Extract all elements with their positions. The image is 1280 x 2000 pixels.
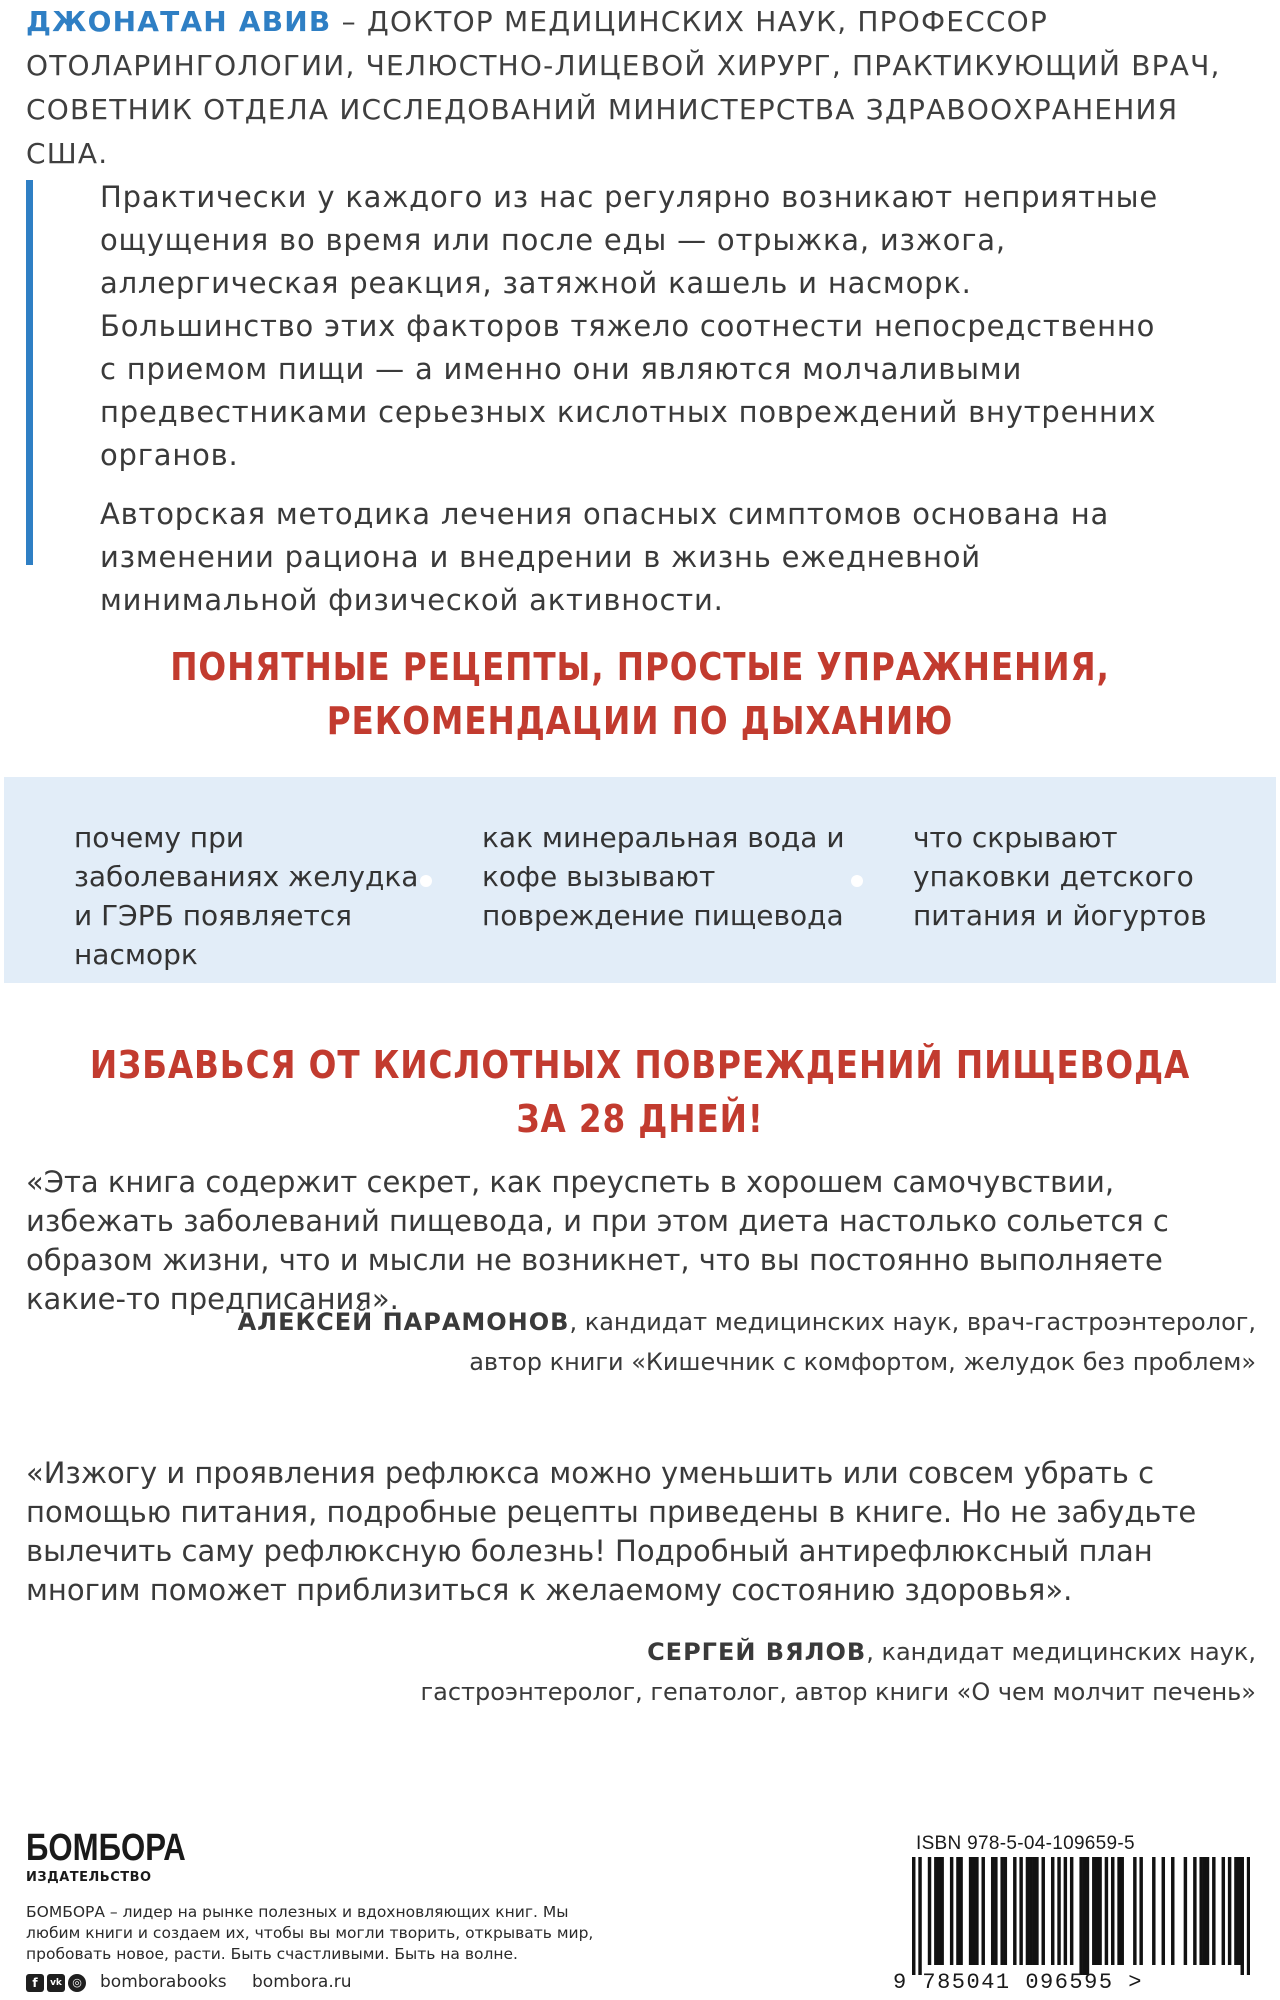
barcode-bar <box>975 1857 978 1965</box>
testimonial-role: , кандидат медицинских наук, врач-гастроэнтеролог, <box>569 1308 1256 1336</box>
barcode-bar <box>1203 1857 1206 1965</box>
testimonial-author: АЛЕКСЕЙ ПАРАМОНОВ <box>237 1308 570 1336</box>
barcode-bar <box>991 1857 994 1965</box>
barcode-digits: 9 785041 096595 > <box>893 1970 1143 1995</box>
description-paragraph-1: Практически у каждого из нас регулярно возникают неприятные ощущения во время или после еды — отрыжка, изжога, аллергическая реакция, затяжной кашель и насморк. Большинство этих факторов тяжело соотнести непосредственно с приемом пищи — а именно они являются молчаливыми предвестниками серьезных кислотных повреждений внутренних органов. <box>100 180 1158 472</box>
headline-28-days: ИЗБАВЬСЯ ОТ КИСЛОТНЫХ ПОВРЕЖДЕНИЙ ПИЩЕВОДА ЗА 28 ДНЕЙ! <box>89 1043 1191 1141</box>
social-icons <box>26 1973 86 1993</box>
barcode-bar <box>937 1857 940 1965</box>
accent-rule <box>26 180 33 565</box>
headline-recipes-line-2: РЕКОМЕНДАЦИИ ПО ДЫХАНИЮ <box>326 699 954 743</box>
instagram-icon[interactable]: ◎ <box>68 1974 86 1992</box>
barcode-bar <box>1086 1857 1089 1975</box>
barcode-bar <box>1105 1857 1108 1965</box>
barcode-bar <box>969 1857 972 1965</box>
barcode-bar <box>1057 1857 1060 1965</box>
barcode-bar <box>1098 1857 1101 1965</box>
barcode-bar <box>1092 1857 1095 1965</box>
publisher-logo: БОМБОРА <box>26 1827 186 1869</box>
testimonial-quote: «Изжогу и проявления рефлюкса можно уменьшить или совсем убрать с помощью питания, подробные рецепты приведены в книге. Но не забудьте вылечить саму рефлюксную болезнь! Подробный антирефлюксный план многим поможет приблизиться к желаемому состоянию здоровья». <box>26 1456 1197 1607</box>
barcode-bar <box>1152 1857 1155 1965</box>
barcode-bar <box>1212 1857 1215 1965</box>
barcode-bar <box>1111 1857 1114 1965</box>
barcode-bar <box>1026 1857 1029 1965</box>
barcode-bar <box>1083 1857 1086 1975</box>
barcode-bar <box>918 1857 921 1975</box>
testimonial-quote: «Эта книга содержит секрет, как преуспеть в хорошем самочувствии, избежать заболеваний пищевода, и при этом диета настолько сольется с образом жизни, что и мысли не возникнет, что вы постоянно выполняете какие-то предписания». <box>26 1165 1169 1316</box>
description-paragraph-2: Авторская методика лечения опасных симптомов основана на изменении рациона и внедрении в жизнь ежедневной минимальной физической активности. <box>100 497 1110 617</box>
author-bio <box>26 0 1256 176</box>
barcode-bar <box>934 1857 937 1965</box>
testimonial-book: гастроэнтеролог, гепатолог, автор книги «О чем молчит печень» <box>420 1678 1256 1706</box>
testimonial-role: , кандидат медицинских наук, <box>866 1638 1256 1666</box>
barcode-bar <box>1120 1857 1123 1965</box>
barcode <box>912 1857 1250 1975</box>
barcode-bar <box>1032 1857 1035 1965</box>
author-name: ДЖОНАТАН АВИВ <box>26 5 332 38</box>
bullet-dot-icon <box>420 875 432 887</box>
barcode-bar <box>1000 1857 1003 1965</box>
barcode-bar <box>1139 1857 1142 1965</box>
barcode-bar <box>1184 1857 1187 1965</box>
barcode-bar <box>1241 1857 1244 1975</box>
barcode-bar <box>1206 1857 1209 1965</box>
barcode-bar <box>1064 1857 1067 1965</box>
barcode-bar <box>1029 1857 1032 1965</box>
barcode-bar <box>1193 1857 1196 1965</box>
barcode-bar <box>1042 1857 1045 1965</box>
social-handle[interactable]: bomborabooks <box>100 1972 227 1992</box>
barcode-bar <box>1171 1857 1174 1965</box>
barcode-bar <box>950 1857 953 1965</box>
barcode-bar <box>1095 1857 1098 1965</box>
author-description: – ДОКТОР МЕДИЦИНСКИХ НАУК, ПРОФЕССОР ОТОЛАРИНГОЛОГИИ, ЧЕЛЮСТНО-ЛИЦЕВОЙ ХИРУРГ, ПРАКТИКУЮЩИЙ ВРАЧ, СОВЕТНИК ОТДЕЛА ИССЛЕДОВАНИЙ МИНИСТЕРСТВА ЗДРАВООХРАНЕНИЯ США. <box>26 5 1221 170</box>
barcode-bar <box>982 1857 985 1965</box>
barcode-bar <box>912 1857 915 1975</box>
publisher-logo-subtitle: ИЗДАТЕЛЬСТВО <box>26 1870 152 1885</box>
barcode-bar <box>959 1857 962 1965</box>
barcode-bar <box>956 1857 959 1965</box>
barcode-bar <box>940 1857 943 1965</box>
barcode-bar <box>928 1857 931 1965</box>
barcode-bar <box>1013 1857 1016 1965</box>
isbn-label: ISBN 978-5-04-109659-5 <box>916 1833 1135 1854</box>
testimonial-attribution <box>136 1632 1256 1712</box>
vk-icon[interactable]: vk <box>47 1974 65 1992</box>
bullet-item: почему при заболеваниях желудка и ГЭРБ появляется насморк <box>74 821 419 971</box>
barcode-bar <box>1079 1857 1082 1975</box>
testimonial-book: автор книги «Кишечник с комфортом, желудок без проблем» <box>469 1348 1256 1376</box>
barcode-bar <box>1070 1857 1073 1965</box>
testimonial-author: СЕРГЕЙ ВЯЛОВ <box>647 1638 867 1666</box>
bullet-dot-icon <box>851 875 863 887</box>
barcode-bar <box>1035 1857 1038 1965</box>
barcode-bar <box>1237 1857 1240 1965</box>
barcode-bar <box>1051 1857 1054 1965</box>
publisher-description: БОМБОРА – лидер на рынке полезных и вдохновляющих книг. Мы любим книги и создаем их, чтобы вы могли творить, открывать мир, пробовать новое, расти. Быть счастливыми. Быть на волне. <box>26 1903 594 1963</box>
bullet-item: как минеральная вода и кофе вызывают повреждение пищевода <box>482 821 845 932</box>
barcode-bar <box>1247 1857 1250 1975</box>
facebook-icon[interactable]: f <box>26 1974 44 1992</box>
headline-recipes <box>90 640 1191 748</box>
barcode-bar <box>1133 1857 1136 1965</box>
barcode-bar <box>1228 1857 1231 1965</box>
barcode-bar <box>1234 1857 1237 1965</box>
bullet-item: что скрывают упаковки детского питания и йогуртов <box>913 821 1207 932</box>
barcode-bar <box>1222 1857 1225 1965</box>
testimonial-attribution <box>136 1302 1256 1382</box>
publisher-website[interactable]: bombora.ru <box>252 1972 352 1992</box>
barcode-bar <box>1117 1857 1120 1965</box>
book-description <box>100 176 1170 638</box>
barcode-bar <box>994 1857 997 1965</box>
barcode-bar <box>1004 1857 1007 1965</box>
barcode-bar <box>1199 1857 1202 1965</box>
barcode-bar <box>1019 1857 1022 1965</box>
barcode-bar <box>1162 1857 1165 1965</box>
headline-recipes-line-1: ПОНЯТНЫЕ РЕЦЕПТЫ, ПРОСТЫЕ УПРАЖНЕНИЯ, <box>170 645 1110 689</box>
barcode-bar <box>972 1857 975 1965</box>
